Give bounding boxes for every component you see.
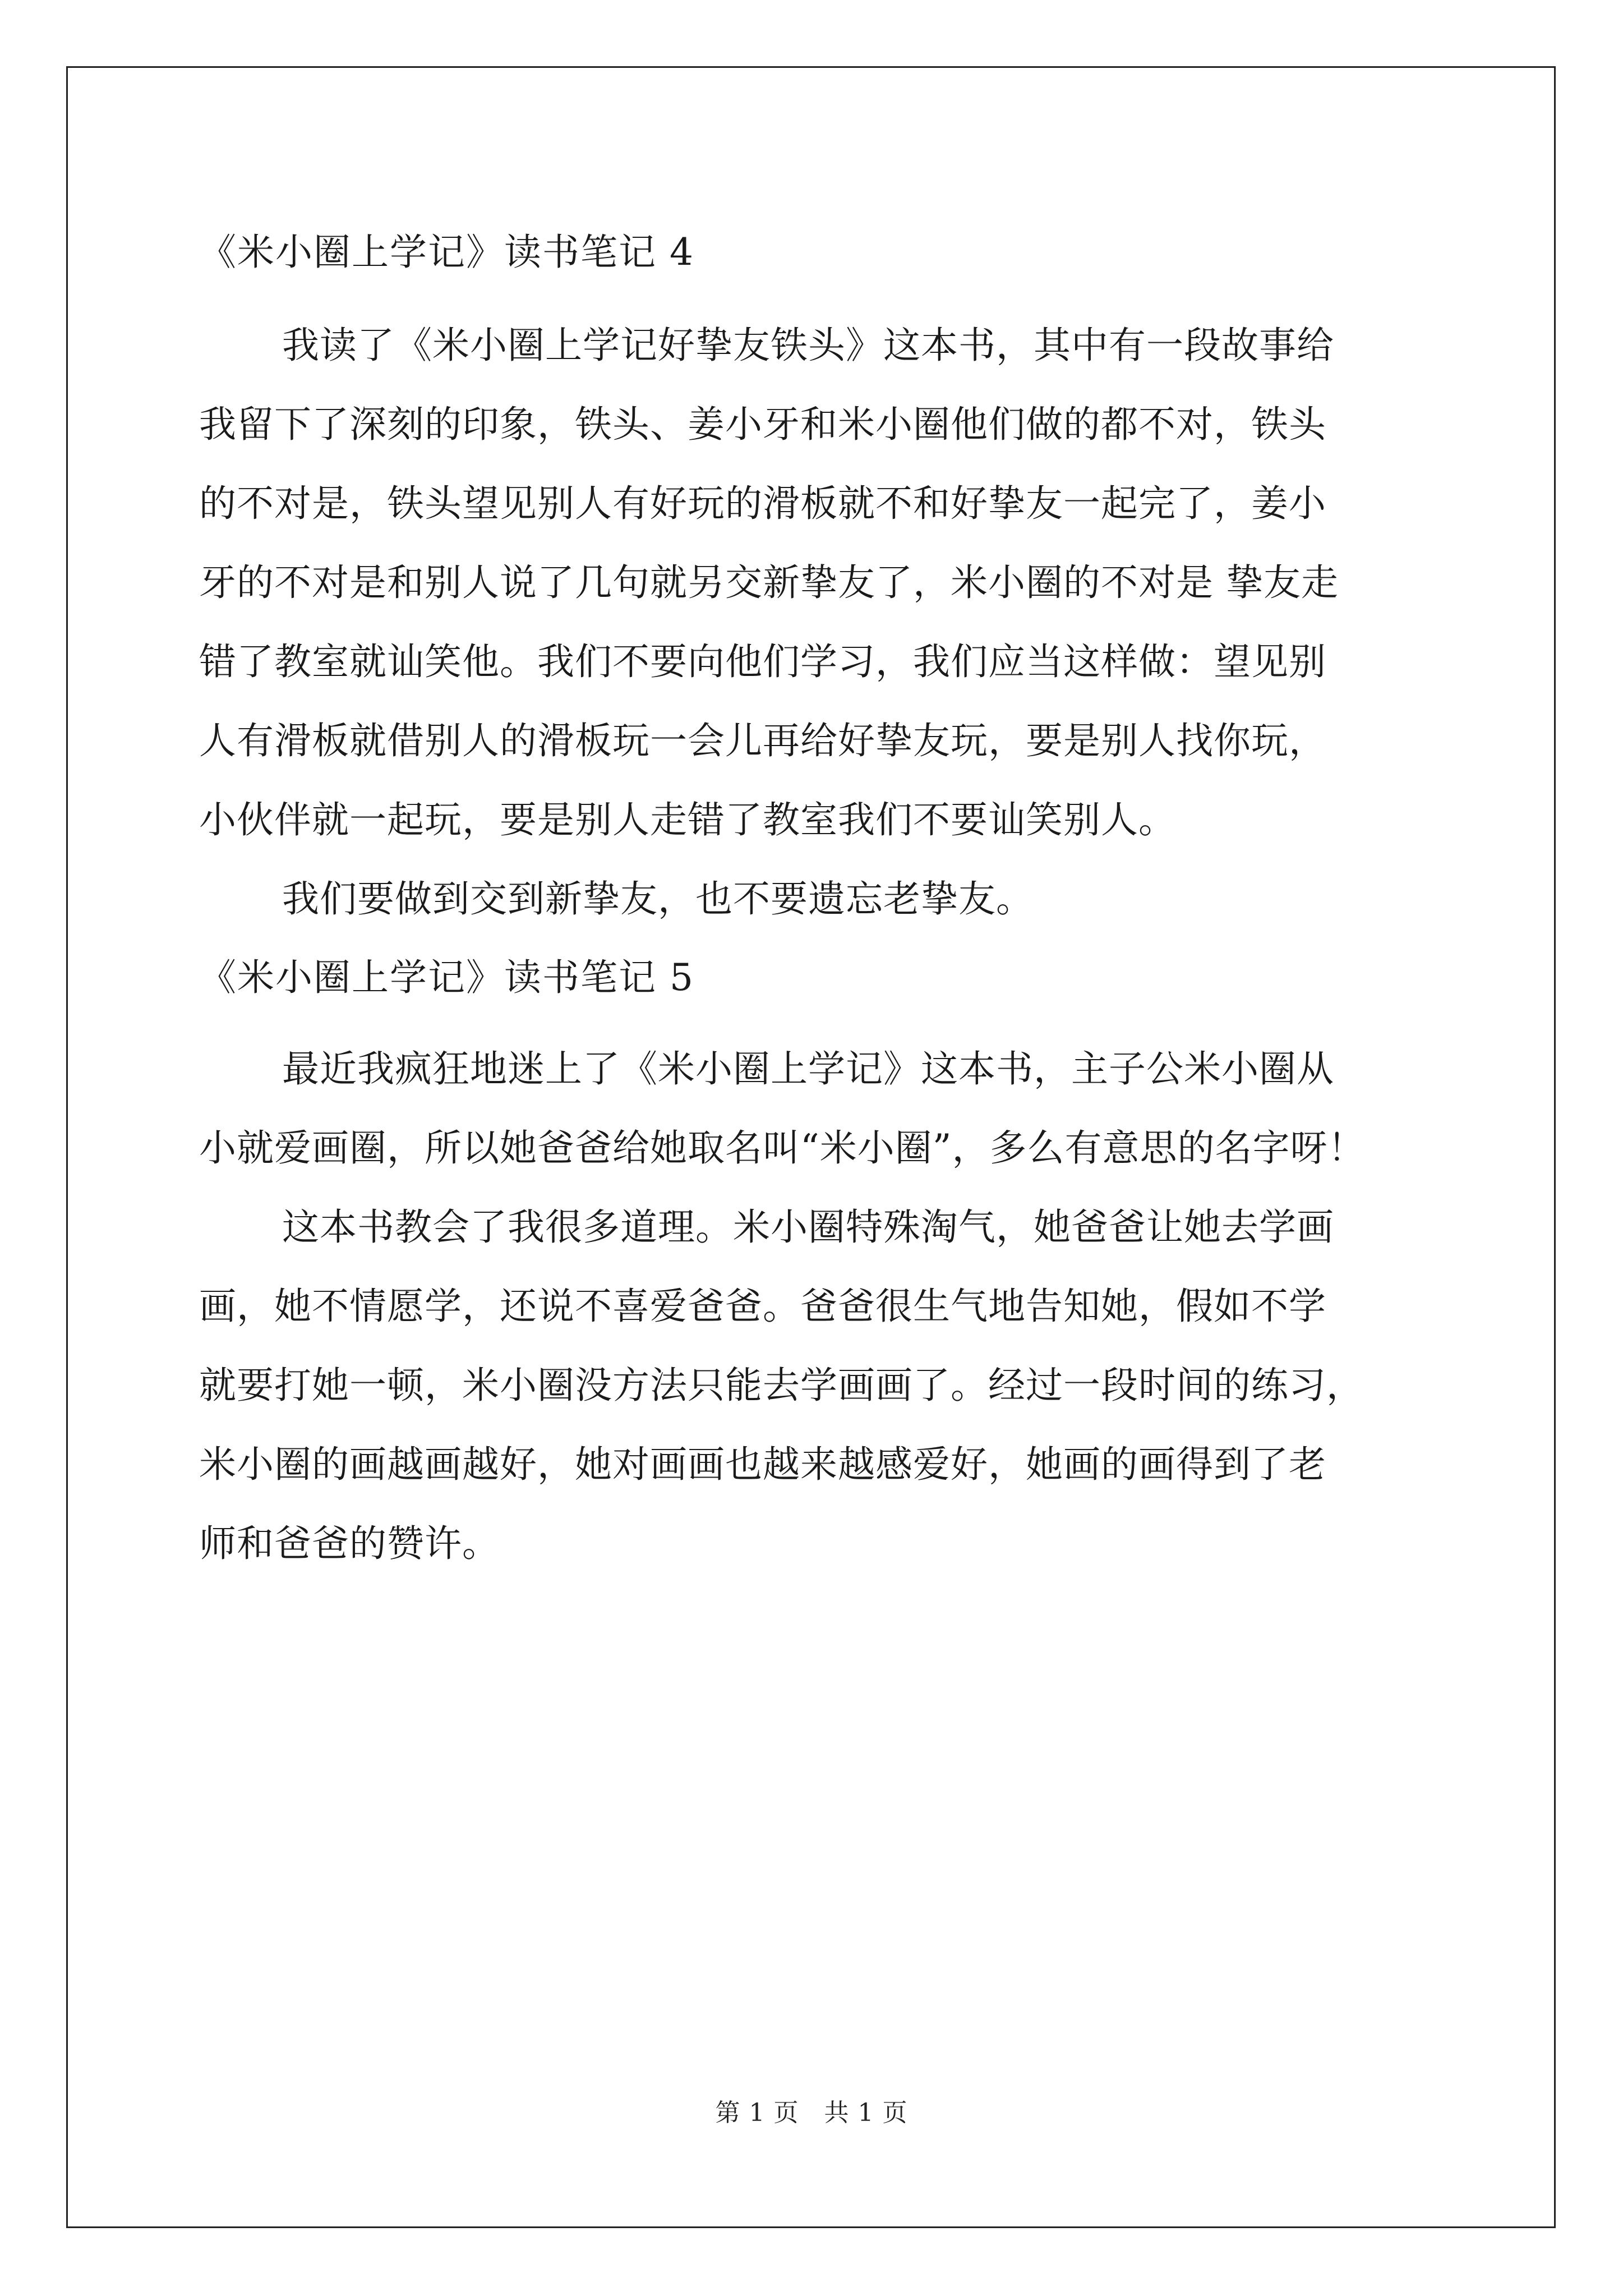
text-line: 这本书教会了我很多道理。米小圈特殊淘气，她爸爸让她去学画 — [282, 1205, 1334, 1249]
paragraph — [199, 1188, 1433, 1583]
text-line: 的不对是，铁头望见别人有好玩的滑板就不和好挚友一起完了，姜小 — [199, 482, 1326, 525]
text-line: 米小圈的画越画越好，她对画画也越来越感爱好，她画的画得到了老 — [199, 1443, 1326, 1486]
text-line: 错了教室就讪笑他。我们不要向他们学习，我们应当这样做：望见别 — [199, 640, 1326, 683]
text-line: 师和爸爸的赞许。 — [199, 1522, 500, 1565]
text-line: 画，她不情愿学，还说不喜爱爸爸。爸爸很生气地告知她，假如不学 — [199, 1285, 1326, 1328]
document-body — [199, 213, 1433, 1583]
text-line: 人有滑板就借别人的滑板玩一会儿再给好挚友玩，要是别人找你玩， — [199, 719, 1326, 762]
section-title-5: 《米小圈上学记》读书笔记 5 — [199, 956, 694, 999]
paragraph — [199, 1029, 1433, 1188]
text-line: 小就爱画圈，所以她爸爸给她取名叫“米小圈”，多么有意思的名字呀！ — [199, 1126, 1366, 1170]
text-line: 我们要做到交到新挚友，也不要遗忘老挚友。 — [282, 877, 1034, 921]
text-line: 就要打她一顿，米小圈没方法只能去学画画了。经过一段时间的练习， — [199, 1364, 1364, 1407]
text-line: 我读了《米小圈上学记好挚友铁头》这本书，其中有一段故事给 — [282, 324, 1334, 367]
text-line: 小伙伴就一起玩，要是别人走错了教室我们不要讪笑别人。 — [199, 798, 1176, 841]
paragraph — [199, 859, 1433, 938]
paragraph — [199, 306, 1433, 859]
text-line: 我留下了深刻的印象，铁头、姜小牙和米小圈他们做的都不对，铁头 — [199, 403, 1326, 446]
page-footer: 第 1 页 共 1 页 — [715, 2099, 908, 2127]
section-title-4: 《米小圈上学记》读书笔记 4 — [199, 231, 694, 274]
text-line: 最近我疯狂地迷上了《米小圈上学记》这本书，主子公米小圈从 — [282, 1047, 1334, 1091]
text-line: 牙的不对是和别人说了几句就另交新挚友了，米小圈的不对是 挚友走 — [199, 561, 1339, 604]
